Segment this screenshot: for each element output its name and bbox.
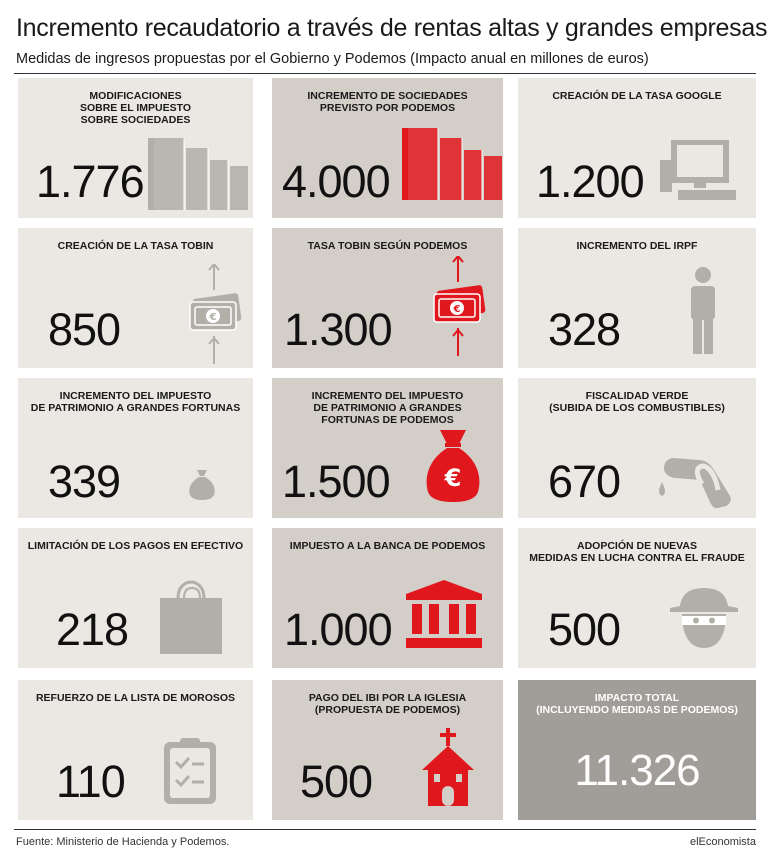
measure-panel <box>18 680 253 820</box>
measure-value: 1.000 <box>284 604 392 655</box>
buildings-icon <box>148 130 248 215</box>
measure-panel <box>18 228 253 368</box>
total-value: 11.326 <box>574 746 700 795</box>
measure-label-line: MEDIDAS EN LUCHA CONTRA EL FRAUDE <box>529 552 745 564</box>
measure-label-line: ADOPCIÓN DE NUEVAS <box>577 540 697 552</box>
measure-value: 1.776 <box>36 156 144 207</box>
measure-panel <box>18 528 253 668</box>
computer-icon <box>658 140 740 211</box>
measure-label-line: REFUERZO DE LA LISTA DE MOROSOS <box>35 692 236 704</box>
measure-panel <box>272 228 503 368</box>
measure-label <box>26 540 245 552</box>
measure-value: 1.300 <box>284 304 392 355</box>
svg-text:€: € <box>444 464 462 492</box>
svg-text:€: € <box>453 304 461 315</box>
masked-face-icon <box>668 586 740 655</box>
measure-label-line: FISCALIDAD VERDE <box>585 390 689 402</box>
measure-label-line: CREACIÓN DE LA TASA TOBIN <box>57 240 214 252</box>
measure-label <box>526 90 748 102</box>
brand-logo: elEconomista <box>689 836 756 848</box>
measure-label <box>280 692 495 716</box>
measure-label <box>280 240 495 252</box>
measure-label-line: DE PATRIMONIO A GRANDES FORTUNAS <box>30 402 241 414</box>
measure-label <box>526 692 748 716</box>
measure-label-line: INCREMENTO DEL IMPUESTO <box>311 390 464 402</box>
measure-panel <box>518 528 756 668</box>
page-subtitle: Medidas de ingresos propuestas por el Gobierno y Podemos (Impacto anual en millones de euros) <box>16 51 649 67</box>
measure-label <box>280 390 495 426</box>
measure-label <box>280 540 495 552</box>
measure-panel <box>272 680 503 820</box>
top-divider <box>14 73 756 74</box>
fuel-nozzle-icon <box>658 438 740 515</box>
money-bag-icon <box>188 468 216 505</box>
measure-label-line: INCREMENTO DE SOCIEDADES <box>307 90 468 102</box>
measure-label-line: MODIFICACIONES <box>89 90 182 102</box>
measure-label <box>526 390 748 414</box>
measure-label <box>26 390 245 414</box>
measure-label-line: INCREMENTO DEL IMPUESTO <box>59 390 212 402</box>
measure-label-line: PAGO DEL IBI POR LA IGLESIA <box>308 692 467 704</box>
measure-label-line: IMPACTO TOTAL <box>594 692 680 704</box>
measure-value: 4.000 <box>282 156 390 207</box>
banknotes-icon <box>186 264 246 368</box>
measure-value: 500 <box>548 604 621 655</box>
measure-label-line: (SUBIDA DE LOS COMBUSTIBLES) <box>549 402 725 414</box>
page-title: Incremento recaudatorio a través de rentas altas y grandes empresas <box>16 14 768 42</box>
measure-label-line: CREACIÓN DE LA TASA GOOGLE <box>552 90 722 102</box>
measure-value: 670 <box>548 456 621 507</box>
measure-label <box>26 692 245 704</box>
measure-panel <box>272 378 503 518</box>
measure-label-line: INCREMENTO DEL IRPF <box>576 240 698 252</box>
measure-panel <box>18 78 253 218</box>
bank-icon <box>404 580 484 653</box>
banknotes-icon <box>430 256 490 361</box>
measure-label-line: DE PATRIMONIO A GRANDES <box>313 402 462 414</box>
measure-label-line: (PROPUESTA DE PODEMOS) <box>314 704 461 716</box>
church-icon <box>418 728 478 813</box>
measure-label-line: PREVISTO POR PODEMOS <box>319 102 456 114</box>
buildings-icon <box>402 120 502 205</box>
measure-label-line: FORTUNAS DE PODEMOS <box>321 414 454 426</box>
measure-label-line: SOBRE EL IMPUESTO <box>79 102 192 114</box>
measure-value: 500 <box>300 756 373 807</box>
measure-value: 218 <box>56 604 129 655</box>
measure-label-line: (INCLUYENDO MEDIDAS DE PODEMOS) <box>536 704 738 716</box>
measure-panel <box>518 378 756 518</box>
measure-label-line: TASA TOBIN SEGÚN PODEMOS <box>307 240 468 252</box>
measure-label <box>26 90 245 126</box>
measure-label <box>526 540 748 564</box>
measure-value: 1.500 <box>282 456 390 507</box>
source-note: Fuente: Ministerio de Hacienda y Podemos. <box>16 836 230 848</box>
person-icon <box>688 266 718 361</box>
measure-panel <box>272 78 503 218</box>
measure-panel <box>518 228 756 368</box>
shopping-bag-icon <box>158 580 224 659</box>
money-bag-icon <box>422 426 484 507</box>
measure-label-line: LIMITACIÓN DE LOS PAGOS EN EFECTIVO <box>27 540 244 552</box>
measure-panel <box>272 528 503 668</box>
measure-label-line: SOBRE SOCIEDADES <box>80 114 191 126</box>
total-panel <box>518 680 756 820</box>
measure-label <box>280 90 495 114</box>
measure-panel <box>18 378 253 518</box>
measure-label-line: IMPUESTO A LA BANCA DE PODEMOS <box>289 540 486 552</box>
measure-value: 339 <box>48 456 121 507</box>
measure-value: 1.200 <box>536 156 644 207</box>
measure-label <box>26 240 245 252</box>
bottom-divider <box>14 829 756 830</box>
clipboard-icon <box>162 736 218 811</box>
measure-value: 850 <box>48 304 121 355</box>
measure-value: 110 <box>56 756 125 807</box>
measure-value: 328 <box>548 304 621 355</box>
measure-panel <box>518 78 756 218</box>
svg-text:€: € <box>209 312 217 323</box>
measure-label <box>526 240 748 252</box>
